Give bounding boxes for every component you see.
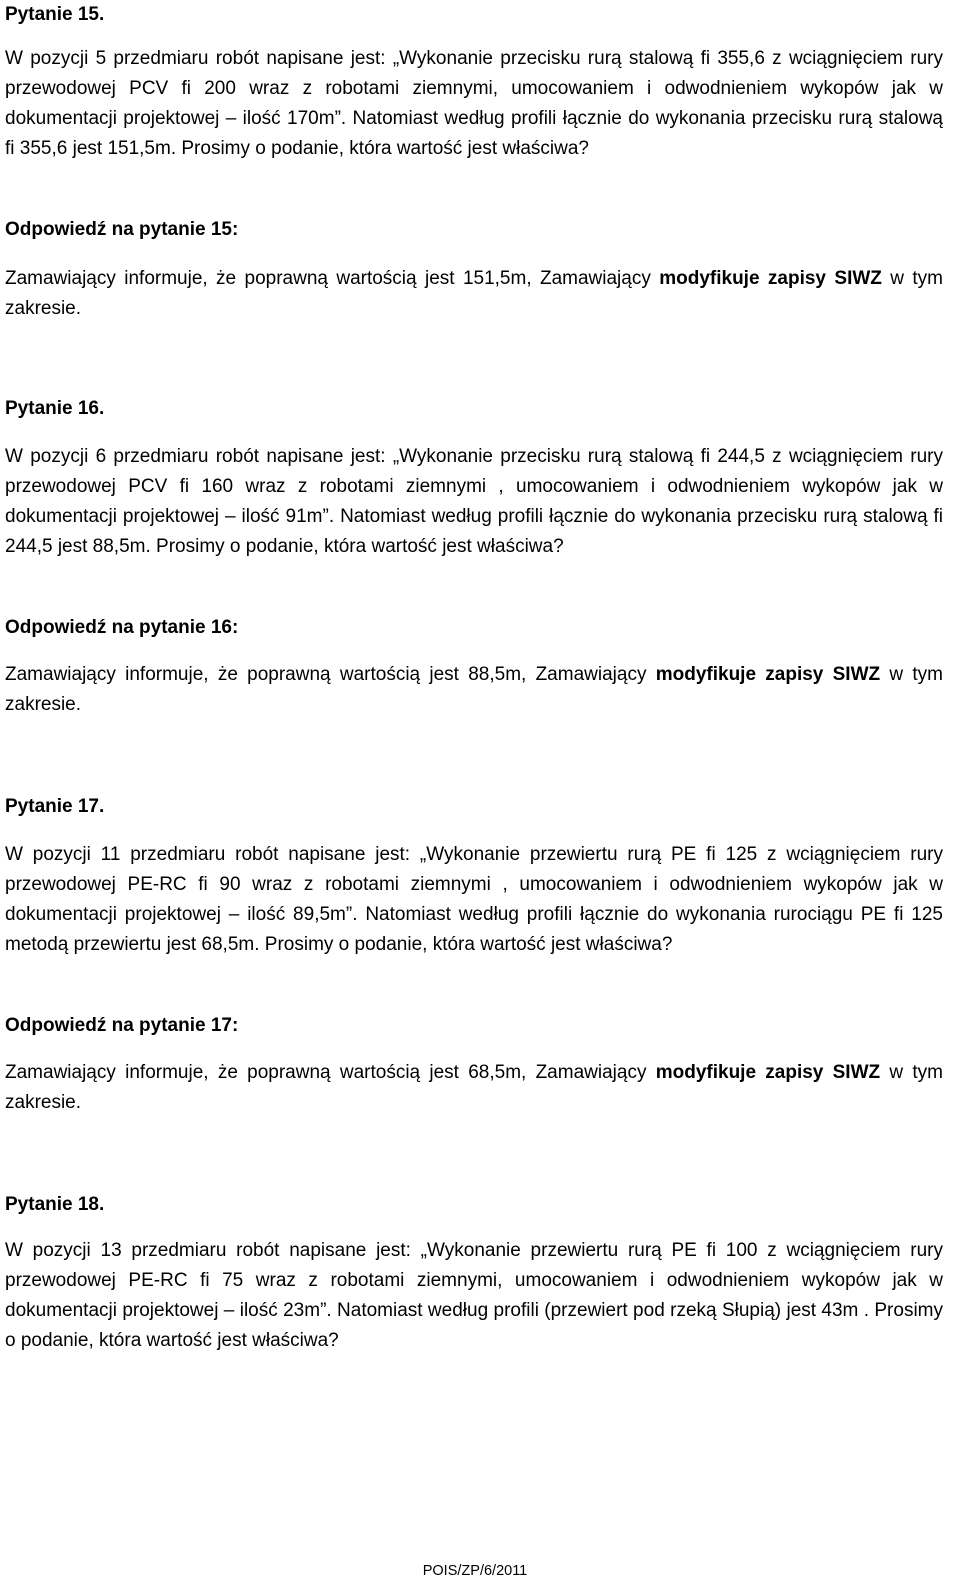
question-17-text: W pozycji 11 przedmiaru robót napisane jest: „Wykonanie przewiertu rurą PE fi 125 z wciągnięciem rury przewodowej PE-RC fi 90 wraz z robotami ziemnymi , umocowaniem i odwodnieniem wykopów jak w dokumentacji projektowej – ilość 89,5m”. Natomiast według profili łącznie do wykonania rurociągu PE fi 125 metodą przewiertu jest 68,5m. Prosimy o podanie, która wartość jest właściwa? bbox=[5, 844, 943, 955]
answer-15-title: Odpowiedź na pytanie 15: bbox=[5, 219, 239, 240]
answer-15-block bbox=[5, 264, 943, 324]
answer-17-text-bold: modyfikuje zapisy SIWZ bbox=[655, 1062, 881, 1083]
question-17-heading-block bbox=[5, 792, 943, 822]
question-16-text: W pozycji 6 przedmiaru robót napisane jest: „Wykonanie przecisku rurą stalową fi 244,5 z wciągnięciem rury przewodowej PCV fi 160 wraz z robotami ziemnymi , umocowaniem i odwodnieniem wykopów jak w dokumentacji projektowej – ilość 91m”. Natomiast według profili łącznie do wykonania przecisku rurą stalową fi 244,5 jest 88,5m. Prosimy o podanie, która wartość jest właściwa? bbox=[5, 446, 943, 557]
question-16-heading-block bbox=[5, 394, 943, 424]
answer-17-block bbox=[5, 1058, 943, 1118]
answer-16-text-post: w tym zakresie. bbox=[5, 664, 944, 715]
answer-16-block bbox=[5, 660, 943, 720]
answer-16-text-bold: modyfikuje zapisy SIWZ bbox=[655, 664, 881, 685]
answer-17-text bbox=[5, 1058, 943, 1118]
answer-15-text bbox=[5, 264, 943, 324]
question-18-text: W pozycji 13 przedmiaru robót napisane jest: „Wykonanie przewiertu rurą PE fi 100 z wciągnięciem rury przewodowej PE-RC fi 75 wraz z robotami ziemnymi, umocowaniem i odwodnieniem wykopów jak w dokumentacji projektowej – ilość 23m”. Natomiast według profili (przewiert pod rzeką Słupią) jest 43m . Prosimy o podanie, która wartość jest właściwa? bbox=[5, 1240, 943, 1351]
page-footer: POIS/ZP/6/2011 bbox=[422, 1563, 528, 1579]
question-18-title: Pytanie 18. bbox=[5, 1194, 105, 1215]
answer-15-text-pre: Zamawiający informuje, że poprawną wartością jest 151,5m, Zamawiający bbox=[5, 268, 660, 289]
question-15-title: Pytanie 15. bbox=[5, 4, 105, 25]
answer-16-text bbox=[5, 660, 943, 720]
question-18-heading-block bbox=[5, 1190, 943, 1220]
question-16-title: Pytanie 16. bbox=[5, 398, 105, 419]
question-16-block bbox=[5, 442, 943, 562]
question-15-text: W pozycji 5 przedmiaru robót napisane jest: „Wykonanie przecisku rurą stalową fi 355,6 z wciągnięciem rury przewodowej PCV fi 200 wraz z robotami ziemnymi, umocowaniem i odwodnieniem wykopów jak w dokumentacji projektowej – ilość 170m”. Natomiast według profili łącznie do wykonania przecisku rurą stalową fi 355,6 jest 151,5m. Prosimy o podanie, która wartość jest właściwa? bbox=[5, 48, 943, 159]
question-17-block bbox=[5, 840, 943, 960]
question-15-block bbox=[5, 44, 943, 164]
answer-17-text-pre: Zamawiający informuje, że poprawną wartością jest 68,5m, Zamawiający bbox=[5, 1062, 656, 1083]
answer-15-text-bold: modyfikuje zapisy SIWZ bbox=[659, 268, 882, 289]
question-15-heading-block bbox=[5, 0, 943, 30]
question-17-title: Pytanie 17. bbox=[5, 796, 105, 817]
answer-17-title: Odpowiedź na pytanie 17: bbox=[5, 1015, 239, 1036]
answer-16-text-pre: Zamawiający informuje, że poprawną wartością jest 88,5m, Zamawiający bbox=[5, 664, 656, 685]
answer-16-title: Odpowiedź na pytanie 16: bbox=[5, 617, 239, 638]
answer-15-text-post: w tym zakresie. bbox=[5, 268, 943, 319]
answer-17-text-post: w tym zakresie. bbox=[5, 1062, 944, 1113]
answer-17-heading-block bbox=[5, 1011, 943, 1041]
answer-16-heading-block bbox=[5, 613, 943, 643]
question-18-block bbox=[5, 1236, 943, 1356]
answer-15-heading-block bbox=[5, 215, 943, 245]
